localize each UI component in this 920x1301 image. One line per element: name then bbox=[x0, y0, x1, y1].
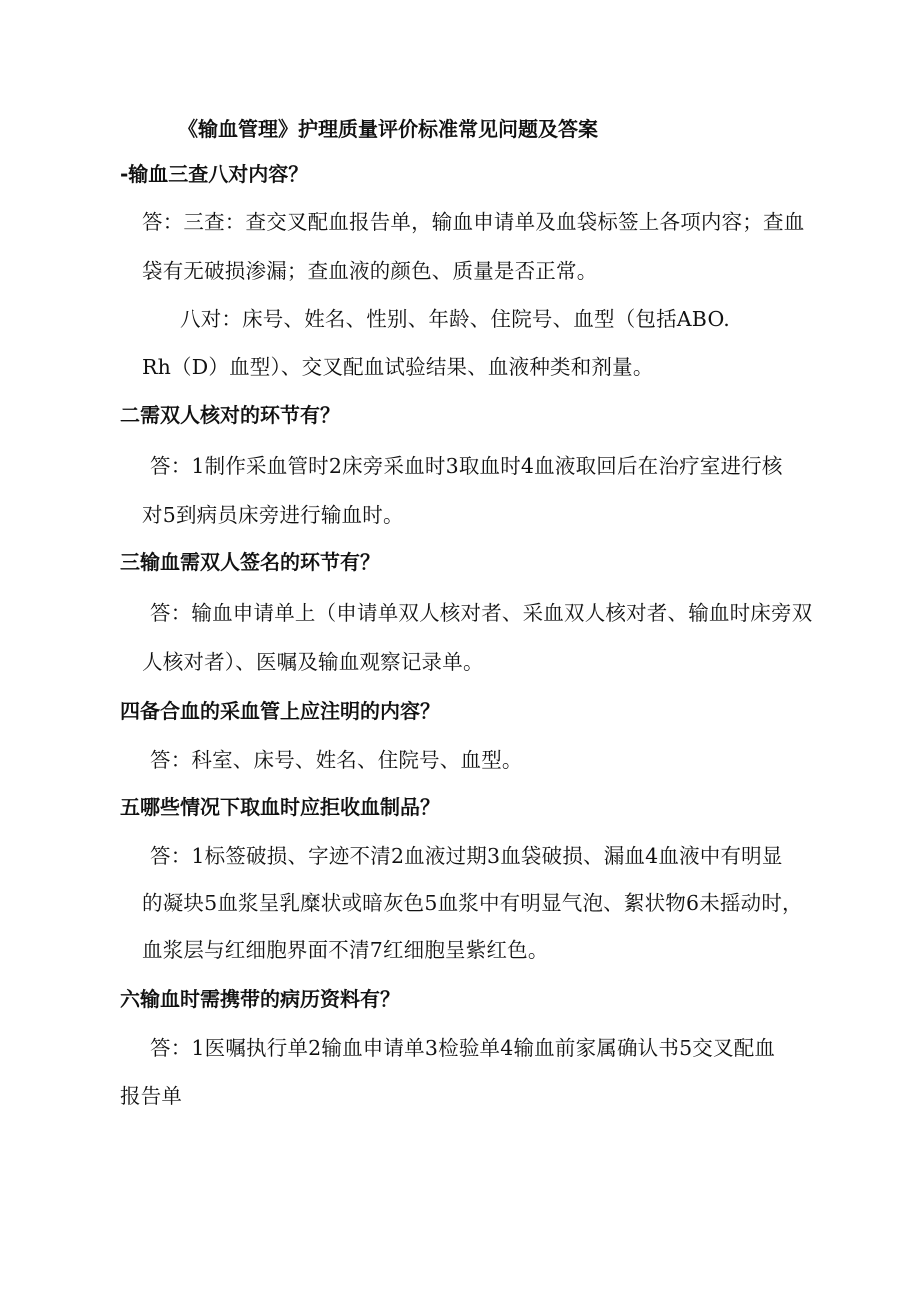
answer-1-line-2: 袋有无破损渗漏；查血液的颜色、质量是否正常。 bbox=[142, 259, 598, 283]
question-5: 五哪些情况下取血时应拒收血制品？ bbox=[120, 795, 440, 819]
answer-6-line-1: 答：1医嘱执行单2输血申请单3检验单4输血前家属确认书5交叉配血 bbox=[150, 1036, 776, 1060]
question-2: 二需双人核对的环节有？ bbox=[120, 403, 340, 427]
answer-2-line-1: 答：1制作采血管时2床旁采血时3取血时4血液取回后在治疗室进行核 bbox=[150, 454, 783, 478]
answer-5-line-1: 答：1标签破损、字迹不清2血液过期3血袋破损、漏血4血液中有明显 bbox=[150, 844, 783, 868]
answer-5-line-2: 的凝块5血浆呈乳糜状或暗灰色5血浆中有明显气泡、絮状物6未摇动时， bbox=[142, 891, 803, 915]
document-title: 《输血管理》护理质量评价标准常见问题及答案 bbox=[178, 117, 598, 141]
answer-6-line-2: 报告单 bbox=[120, 1084, 183, 1108]
question-6: 六输血时需携带的病历资料有？ bbox=[120, 987, 400, 1011]
question-3: 三输血需双人签名的环节有？ bbox=[120, 550, 380, 574]
answer-5-line-3: 血浆层与红细胞界面不清7红细胞呈紫红色。 bbox=[142, 938, 549, 962]
answer-1-line-3: 八对：床号、姓名、性别、年龄、住院号、血型（包括ABO. bbox=[180, 307, 730, 331]
answer-1-line-4: Rh（D）血型）、交叉配血试验结果、血液种类和剂量。 bbox=[142, 355, 654, 379]
question-4: 四备合血的采血管上应注明的内容？ bbox=[120, 699, 440, 723]
question-1: -输血三查八对内容？ bbox=[120, 162, 309, 186]
answer-4-line-1: 答：科室、床号、姓名、住院号、血型。 bbox=[150, 748, 523, 772]
answer-2-line-2: 对5到病员床旁进行输血时。 bbox=[142, 503, 404, 527]
answer-3-line-1: 答：输血申请单上（申请单双人核对者、采血双人核对者、输血时床旁双 bbox=[150, 601, 813, 625]
answer-1-line-1: 答：三查：查交叉配血报告单，输血申请单及血袋标签上各项内容；查血 bbox=[142, 210, 805, 234]
answer-3-line-2: 人核对者）、医嘱及输血观察记录单。 bbox=[142, 650, 484, 674]
